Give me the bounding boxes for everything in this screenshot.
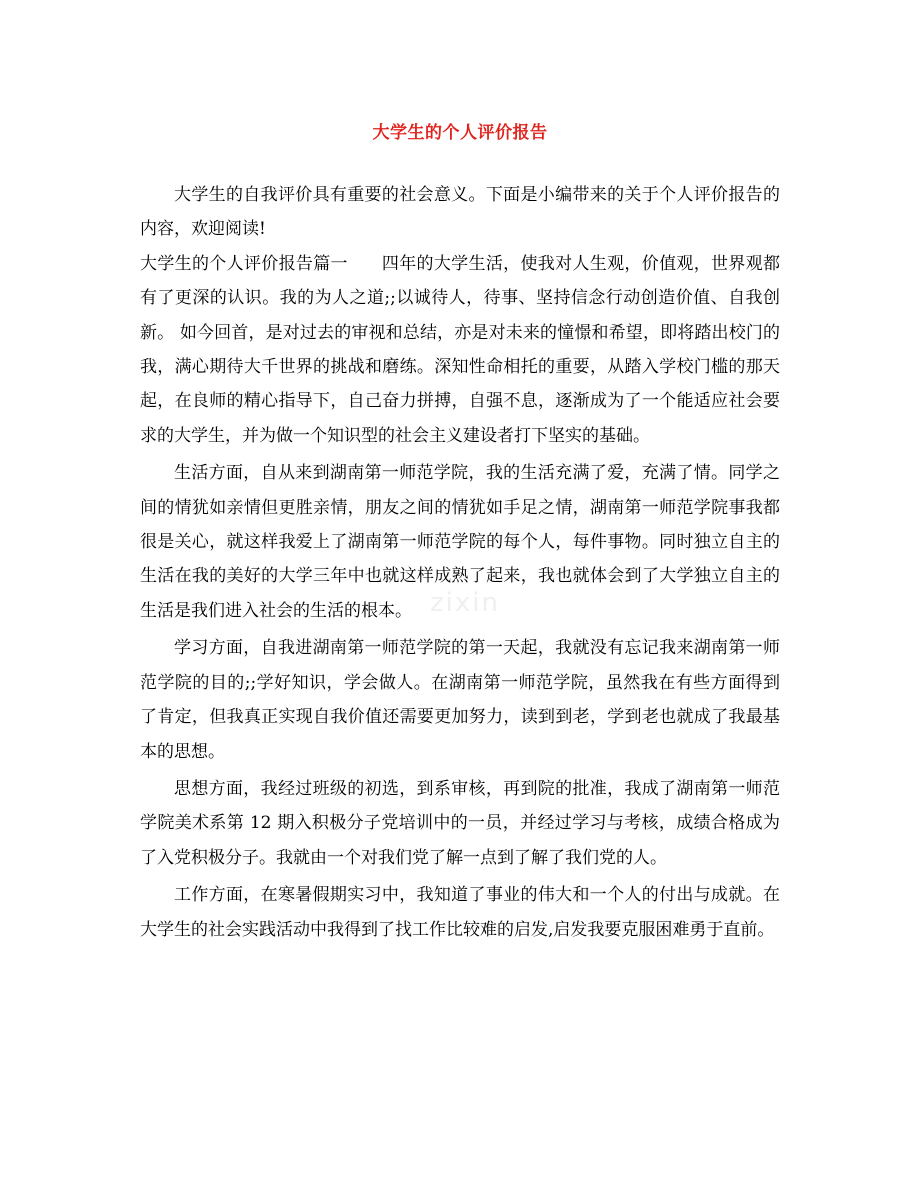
- document-title: 大学生的个人评价报告: [372, 123, 548, 143]
- work-paragraph: 工作方面，在寒暑假期实习中，我知道了事业的伟大和一个人的付出与成就。在大学生的社会实践活动中我得到了找工作比较难的启发,启发我要克服困难勇于直前。: [140, 885, 780, 940]
- document-body: [140, 178, 780, 947]
- section-one-paragraph: [140, 247, 780, 453]
- watermark-logo: zixin: [430, 588, 500, 618]
- thought-paragraph: 思想方面，我经过班级的初选，到系审核，再到院的批准，我成了湖南第一师范学院美术系第 12 期入积极分子党培训中的一员，并经过学习与考核，成绩合格成为了入党积极分子。我就由一个对我们党了解一点到了解了我们党的人。: [140, 778, 780, 868]
- section-one-text: 四年的大学生活，使我对人生观，价值观，世界观都有了更深的认识。我的为人之道;;以诚待人，待事、坚持信念行动创造价值、自我创新。 如今回首，是对过去的审视和总结，亦是对未来的憧憬和希望，即将踏出校门的我，满心期待大千世界的挑战和磨练。深知性命相托的重要，从踏入学校门槛的那天起，在良师的精心指导下，自己奋力拼搏，自强不息，逐渐成为了一个能适应社会要求的大学生，并为做一个知识型的社会主义建设者打下坚实的基础。: [140, 253, 781, 446]
- study-paragraph: 学习方面，自我进湖南第一师范学院的第一天起，我就没有忘记我来湖南第一师范学院的目的;;学好知识，学会做人。在湖南第一师范学院，虽然我在有些方面得到了肯定，但我真正实现自我价值还需要更加努力，读到到老，学到老也就成了我最基本的思想。: [140, 638, 780, 762]
- life-paragraph: 生活方面，自从来到湖南第一师范学院，我的生活充满了爱，充满了情。同学之间的情犹如亲情但更胜亲情，朋友之间的情犹如手足之情，湖南第一师范学院事我都很是关心，就这样我爱上了湖南第一师范学院的每个人，每件事物。同时独立自主的生活在我的美好的大学三年中也就这样成熟了起来，我也就体会到了大学独立自主的生活是我们进入社会的生活的根本。: [140, 463, 780, 621]
- section-heading: 大学生的个人评价报告篇一: [140, 253, 348, 274]
- intro-paragraph: 大学生的自我评价具有重要的社会意义。下面是小编带来的关于个人评价报告的内容，欢迎阅读!: [140, 185, 780, 240]
